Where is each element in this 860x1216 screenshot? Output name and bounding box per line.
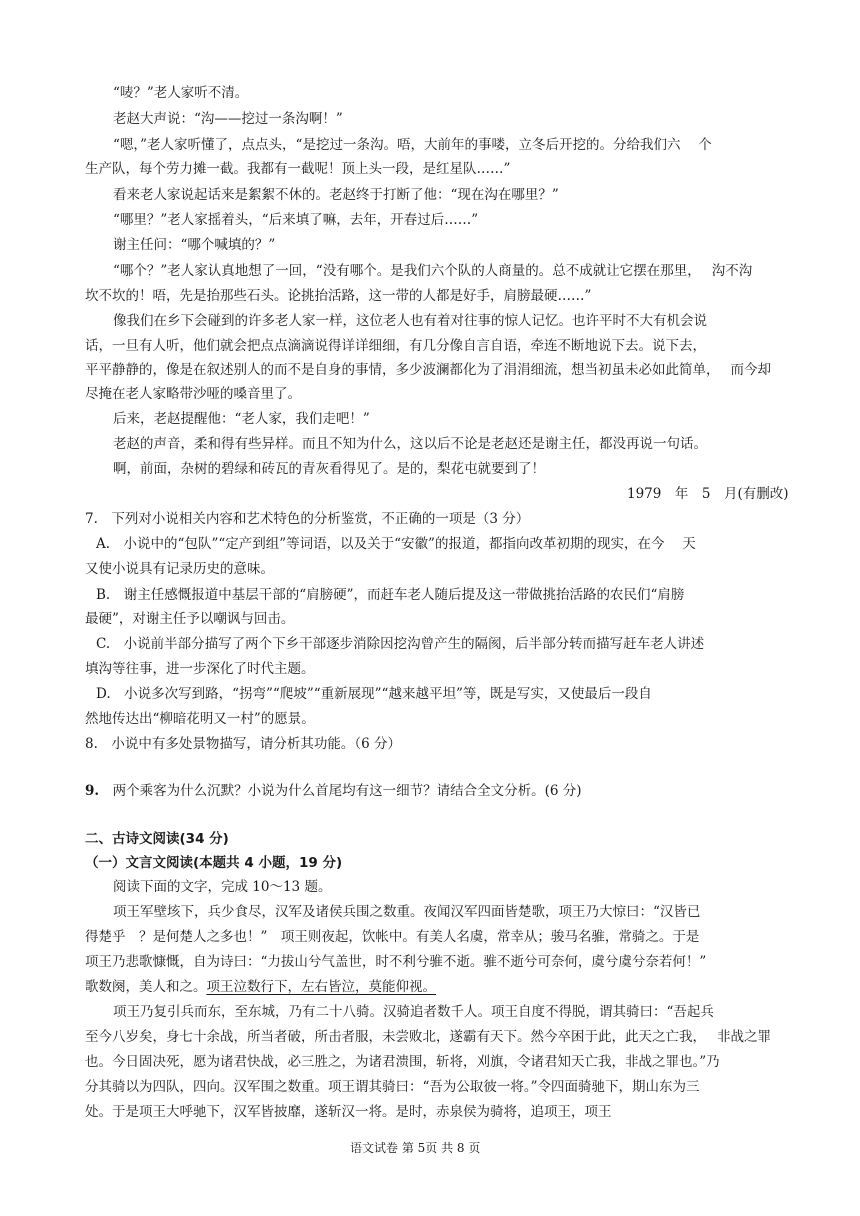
story-paragraph: 像我们在乡下会碰到的许多老人家一样，这位老人也有着对往事的惊人记忆。也许平时不大有机会说: [113, 313, 707, 329]
question-7-option-b-cont: 最硬”，对谢主任予以嘲讽与回击。: [85, 611, 295, 627]
classical-text-cont: 得楚乎 ？是何楚人之多也！” 项王则夜起，饮帐中。有美人名虞，常幸从；骏马名骓，常骑之。于是: [85, 929, 700, 945]
classical-text-cont: 也。今日固决死，愿为诸君快战，必三胜之，为诸君溃围，斩将，刈旗，令诸君知天亡我，非战之罪也。”乃: [85, 1054, 720, 1070]
question-7-option-a: A. 小说中的“包队”“定产到组”等词语，以及关于“安徽”的报道，都指向改革初期的现实，在今 天: [96, 536, 696, 552]
story-paragraph: “嗯，”老人家听懂了，点点头，“是挖过一条沟。唔，大前年的事喽，立冬后开挖的。分给我们六 个: [113, 137, 712, 153]
story-paragraph: 谢主任问：“哪个喊填的？”: [113, 237, 276, 253]
story-paragraph-cont: 坎不坎的！唔，先是抬那些石头。论挑抬活路，这一带的人都是好手，肩膀最硬……”: [85, 288, 592, 304]
story-paragraph-cont: 平平静静的，像是在叙述别人的而不是自身的事情，多少波澜都化为了涓涓细流，想当初虽未必如此简单， 而今却: [85, 362, 772, 378]
question-9: [85, 782, 582, 800]
story-paragraph: “唛？”老人家听不清。: [113, 85, 249, 101]
question-7-stem: 7. 下列对小说相关内容和艺术特色的分析鉴赏，不正确的一项是（3 分）: [85, 511, 530, 527]
classical-text-cont: 处。于是项王大呼驰下，汉军皆披靡，遂斩汉一将。是时，赤泉侯为骑将，追项王，项王: [85, 1104, 612, 1120]
page-footer: 语文试卷 第 5页 共 8 页: [350, 1141, 481, 1155]
question-7-option-d: D. 小说多次写到路，“拐弯”“爬坡”“重新展现”“越来越平坦”等，既是写实，又使最后一段自: [96, 686, 652, 702]
story-paragraph: 啊，前面，杂树的碧绿和砖瓦的青灰看得见了。是的，梨花屯就要到了！: [113, 461, 545, 477]
question-7-option-b: B. 谢主任感慨报道中基层干部的“肩膀硬”，而赶车老人随后提及这一带做挑抬活路的农民们“肩膀: [96, 587, 685, 603]
story-paragraph: 老赵大声说：“沟——挖过一条沟啊！”: [113, 111, 343, 127]
story-paragraph-cont: 尽掩在老人家略带沙哑的嗓音里了。: [85, 386, 301, 402]
question-8: 8. 小说中有多处景物描写，请分析其功能。（6 分）: [85, 736, 402, 752]
question-7-option-d-cont: 然地传达出“柳暗花明又一村”的愿景。: [85, 711, 315, 727]
classical-text-plain: 歌数阕，美人和之。: [85, 979, 207, 995]
story-paragraph: “哪里？”老人家摇着头，“后来填了嘛，去年，开春过后……”: [113, 212, 479, 228]
question-7-option-a-cont: 又使小说具有记录历史的意味。: [85, 561, 274, 577]
story-paragraph: 后来，老赵提醒他：“老人家，我们走吧！”: [113, 411, 370, 427]
section-2-subtitle: （一）文言文阅读(本题共 4 小题，19 分): [85, 855, 343, 871]
question-9-number: 9.: [85, 783, 100, 799]
story-date: 1979 年 5 月(有删改): [627, 486, 789, 502]
story-paragraph-cont: 话，一旦有人听，他们就会把点点滴滴说得详详细细，有几分像自言自语，牵连不断地说下去。说下去，: [85, 338, 706, 354]
underlined-sentence: 项王泣数行下，左右皆泣，莫能仰视。: [206, 979, 436, 995]
question-7-option-c: C. 小说前半部分描写了两个下乡干部逐步消除因挖沟曾产生的隔阂，后半部分转而描写赶车老人讲述: [96, 636, 705, 652]
question-7-option-c-cont: 填沟等往事，进一步深化了时代主题。: [85, 661, 315, 677]
classical-text: 项王乃复引兵而东，至东城，乃有二十八骑。汉骑追者数千人。项王自度不得脱，谓其骑曰：“吾起兵: [113, 1004, 714, 1020]
classical-text-cont: 项王乃悲歌慷慨，自为诗曰：“力拔山兮气盖世，时不利兮骓不逝。骓不逝兮可奈何，虞兮虞兮奈若何！”: [85, 954, 707, 970]
classical-text-cont: 至今八岁矣，身七十余战，所当者破，所击者服，未尝败北，遂霸有天下。然今卒困于此，此天之亡我， 非战之罪: [85, 1029, 772, 1045]
story-paragraph-cont: 生产队，每个劳力摊一截。我都有一截呢！顶上头一段，是红星队……”: [85, 161, 511, 177]
section-2-instruction: 阅读下面的文字，完成 10～13 题。: [113, 879, 332, 895]
story-paragraph: 看来老人家说起话来是絮絮不休的。老赵终于打断了他：“现在沟在哪里？”: [113, 187, 559, 203]
classical-text-cont: 分其骑以为四队，四向。汉军围之数重。项王谓其骑曰：“吾为公取彼一将。”令四面骑驰下，期山东为三: [85, 1079, 700, 1095]
story-paragraph: “哪个？”老人家认真地想了一回，“没有哪个。是我们六个队的人商量的。总不成就让它摆在那里， 沟不沟: [113, 263, 753, 279]
question-9-text: 两个乘客为什么沉默？小说为什么首尾均有这一细节？请结合全文分析。(6 分): [99, 783, 582, 799]
classical-text: 项王军壁垓下，兵少食尽，汉军及诸侯兵围之数重。夜闻汉军四面皆楚歌，项王乃大惊曰：“汉皆已: [113, 904, 701, 920]
section-2-title: 二、古诗文阅读(34 分): [85, 831, 229, 847]
story-paragraph: 老赵的声音，柔和得有些异样。而且不知为什么，这以后不论是老赵还是谢主任，都没再说一句话。: [113, 436, 707, 452]
classical-text-cont: [85, 978, 436, 996]
